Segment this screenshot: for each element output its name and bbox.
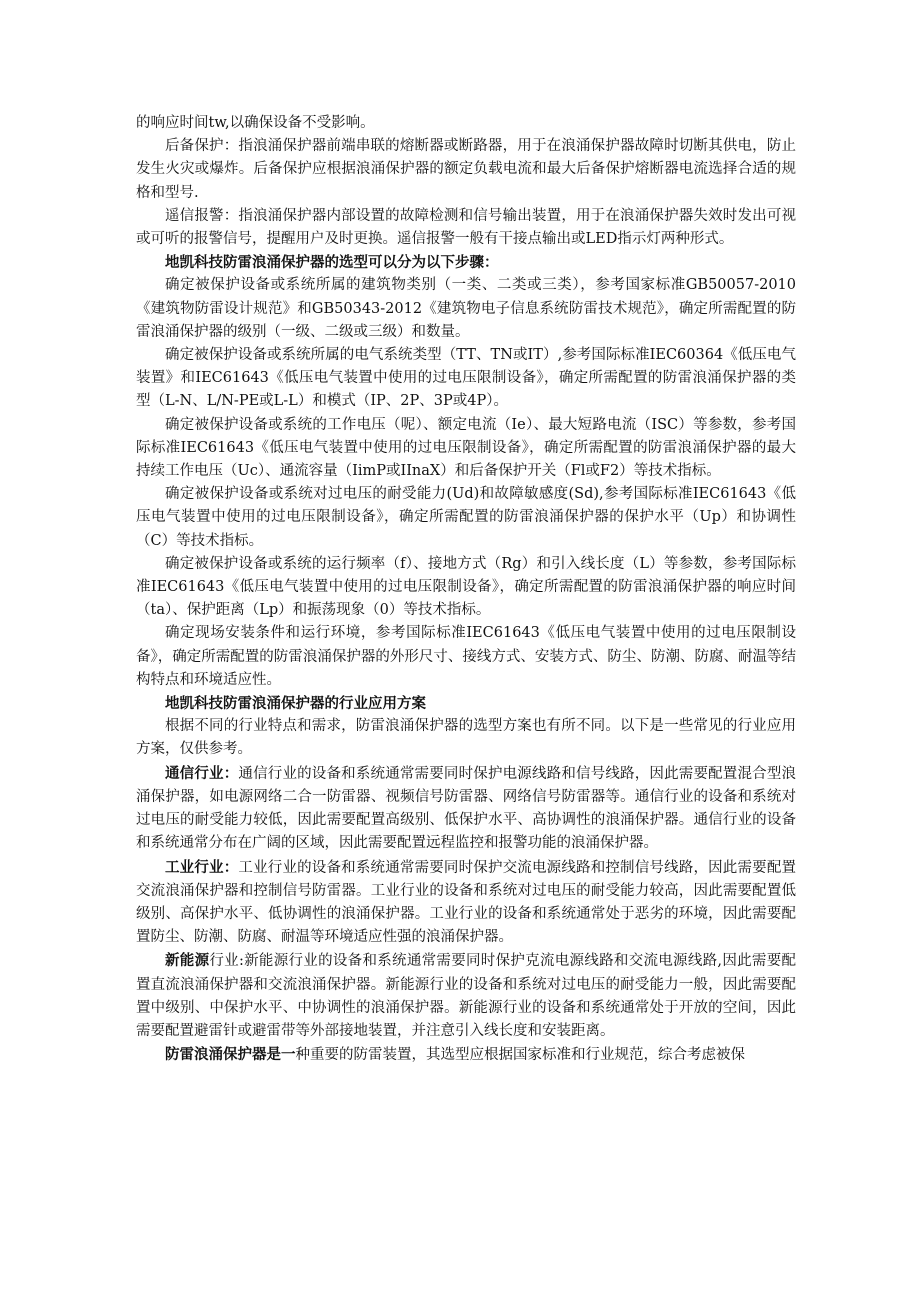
paragraph-step-environment: 确定现场安装条件和运行环境，参考国际标准IEC61643《低压电气装置中使用的过电压限制设备》，确定所需配置的防雷浪涌保护器的外形尺寸、接线方式、安装方式、防尘、防潮、防腐、耐温等结构特点和环境适应性。	[136, 625, 796, 688]
paragraph-step-withstand: 确定被保护设备或系统对过电压的耐受能力(Ud)和故障敏感度(Sd),参考国际标准IEC61643《低压电气装置中使用的过电压限制设备》，确定所需配置的防雷浪涌保护器的保护水平（Up）和协调性（C）等技术指标。	[136, 486, 796, 549]
telecom-lead: 通信行业：	[165, 764, 239, 782]
paragraph-conclusion	[136, 1043, 796, 1067]
paragraph-step-working-voltage: 确定被保护设备或系统的工作电压（呢）、额定电流（Ie）、最大短路电流（ISC）等参数，参考国际标准IEC61643《低压电气装置中使用的过电压限制设备》，确定所需配置的防雷浪涌保护器的最大持续工作电压（Uc）、通流容量（IimP或IInaX）和后备保护开关（Fl或F2）等技术指标。	[136, 416, 796, 480]
paragraph-step-system-type: 确定被保护设备或系统所属的电气系统类型（TT、TN或IT）,参考国际标准IEC60364《低压电气装置》和IEC61643《低压电气装置中使用的过电压限制设备》，确定所需配置的防雷浪涌保护器的类型（L-N、L/N-PE或L-L）和模式（IP、2P、3P或4P）。	[136, 347, 796, 410]
paragraph-backup-protection: 后备保护：指浪涌保护器前端串联的熔断器或断路器，用于在浪涌保护器故障时切断其供电，防止发生火灾或爆炸。后备保护应根据浪涌保护器的额定负载电流和最大后备保护熔断器电流选择合适的规格和型号.	[136, 138, 796, 201]
paragraph-industry-intro: 根据不同的行业特点和需求，防雷浪涌保护器的选型方案也有所不同。以下是一些常见的行业应用方案，仅供参考。	[136, 718, 796, 758]
paragraph-industrial	[136, 856, 796, 950]
industrial-lead: 工业行业：	[165, 858, 239, 876]
paragraph-remote-alarm: 遥信报警：指浪涌保护器内部设置的故障检测和信号输出装置，用于在浪涌保护器失效时发出可视或可听的报警信号，提醒用户及时更换。遥信报警一般有干接点输出或LED指示灯两种形式。	[136, 207, 796, 248]
conclusion-text: 种重要的防雷装置，其选型应根据国家标准和行业规范，综合考虑被保	[295, 1047, 745, 1064]
paragraph-step-frequency: 确定被保护设备或系统的运行频率（f）、接地方式（Rg）和引入线长度（L）等参数，参考国际标准IEC61643《低压电气装置中使用的过电压限制设备》，确定所需配置的防雷浪涌保护器的响应时间（ta）、保护距离（Lp）和振荡现象（0）等技术指标。	[136, 555, 796, 619]
paragraph-step-building-class: 确定被保护设备或系统所属的建筑物类别（一类、二类或三类），参考国家标准GB50057-2010《建筑物防雷设计规范》和GB50343-2012《建筑物电子信息系统防雷技术规范》，确定所需配置的防雷浪涌保护器的级别（一级、二级或三级）和数量。	[136, 277, 796, 340]
paragraph-new-energy	[136, 949, 796, 1043]
document-body	[136, 112, 796, 1067]
industrial-text: 工业行业的设备和系统通常需要同时保护交流电源线路和控制信号线路，因此需要配置交流浪涌保护器和控制信号防雷器。工业行业的设备和系统对过电压的耐受能力较高，因此需要配置低级别、高保护水平、低协调性的浪涌保护器。工业行业的设备和系统通常处于恶劣的环境，因此需要配置防尘、防潮、防腐、耐温等环境适应性强的浪涌保护器。	[136, 859, 797, 946]
new-energy-text: 行业:新能源行业的设备和系统通常需要同时保护克流电源线路和交流电源线路,因此需要配置直流浪涌保护器和交流浪涌保护器。新能源行业的设备和系统对过电压的耐受能力一般，因此需要配置中级别、中保护水平、中协调性的浪涌保护器。新能源行业的设备和系统通常处于开放的空间，因此需要配置避雷针或避雷带等外部接地装置，并注意引入线长度和安装距离。	[136, 953, 796, 1039]
heading-industry-solutions: 地凯科技防雷浪涌保护器的行业应用方案	[165, 695, 426, 713]
heading-selection-steps: 地凯科技防雷浪涌保护器的选型可以分为以下步骤：	[165, 254, 499, 272]
paragraph-telecom	[136, 762, 796, 856]
telecom-text: 通信行业的设备和系统通常需要同时保护电源线路和信号线路，因此需要配置混合型浪涌保护器，如电源网络二合一防雷器、视频信号防雷器、网络信号防雷器等。通信行业的设备和系统对过电压的耐受能力较低，因此需要配置高级别、低保护水平、高协调性的浪涌保护器。通信行业的设备和系统通常分布在广阔的区域，因此需要配置远程监控和报警功能的浪涌保护器。	[136, 765, 797, 852]
new-energy-lead: 新能源	[165, 952, 210, 970]
conclusion-lead: 防雷浪涌保护器是一	[165, 1046, 296, 1064]
paragraph-response-time: 的响应时间tw,以确保设备不受影响。	[136, 115, 375, 131]
